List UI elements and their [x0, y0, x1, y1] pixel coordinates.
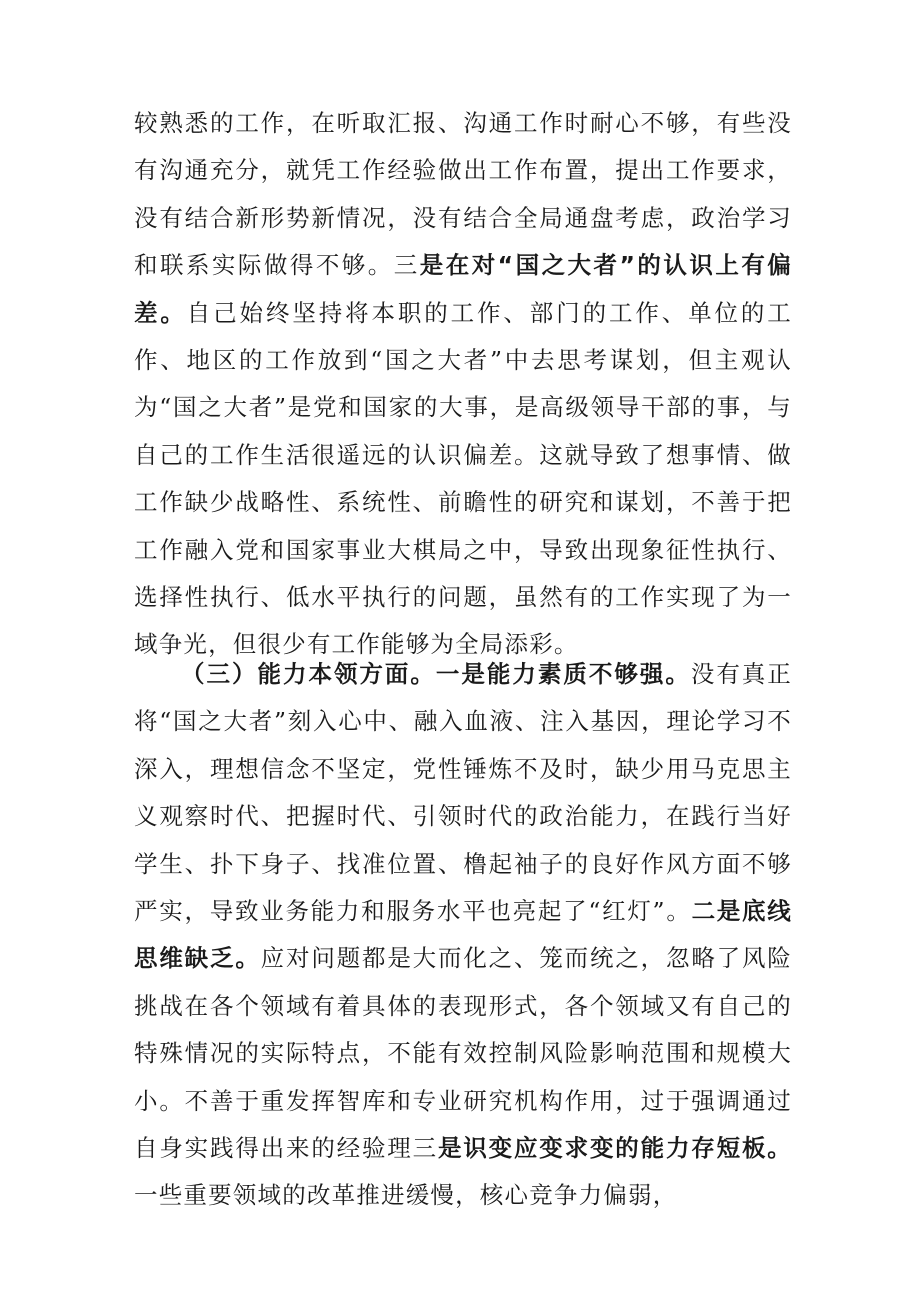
- body-paragraph: [134, 651, 792, 1220]
- paragraph-text: 应对问题都是大而化之、笼而统之，忽略了风险挑战在各个领域有着具体的表现形式，各个领域又有自己的特殊情况的实际特点，不能有效控制风险影响范围和规模大小。不善于重发挥智库和专业研究机构作用，过于强调通过自身实践得出来的经验理三: [134, 944, 793, 1163]
- bold-heading: 是在对“国之大者”的认识上有偏差。: [134, 251, 793, 327]
- paragraph-text: 一些重要领域的改革推进缓慢，核心竞争力偏弱，: [134, 1181, 678, 1210]
- paragraph-text: 自己始终坚持将本职的工作、部门的工作、单位的工作、地区的工作放到“国之大者”中去思考谋划，但主观认为“国之大者”是党和国家的大事，是高级领导干部的事，与自己的工作生活很遥远的认识偏差。这就导致了想事情、做工作缺少战略性、系统性、前瞻性的研究和谋划，不善于把工作融入党和国家事业大棋局之中，导致出现象征性执行、选择性执行、低水平执行的问题，虽然有的工作实现了为一域争光，但很少有工作能够为全局添彩。: [134, 298, 792, 659]
- paragraph-text: 较熟悉的工作，在听取汇报、沟通工作时耐心不够，有些没有沟通充分，就凭工作经验做出工作布置，提出工作要求，没有结合新形势新情况，没有结合全局通盘考虑，政治学习和联系实际做得不够。三: [134, 109, 792, 280]
- section-heading: （三）能力本领方面。一是能力素质不够强。: [181, 660, 691, 688]
- bold-heading: 二是底线思维缺乏。: [134, 897, 792, 973]
- body-paragraph: [134, 100, 792, 669]
- paragraph-text: 没有真正将“国之大者”刻入心中、融入血液、注入基因，理论学习不深入，理想信念不坚定，党性锤炼不及时，缺少用马克思主义观察时代、把握时代、引领时代的政治能力，在践行当好学生、扑下身子、找准位置、橹起袖子的良好作风方面不够严实，导致业务能力和服务水平也亮起了“红灯”。: [134, 660, 793, 926]
- bold-heading: 是识变应变求变的能力存短板。: [437, 1134, 792, 1163]
